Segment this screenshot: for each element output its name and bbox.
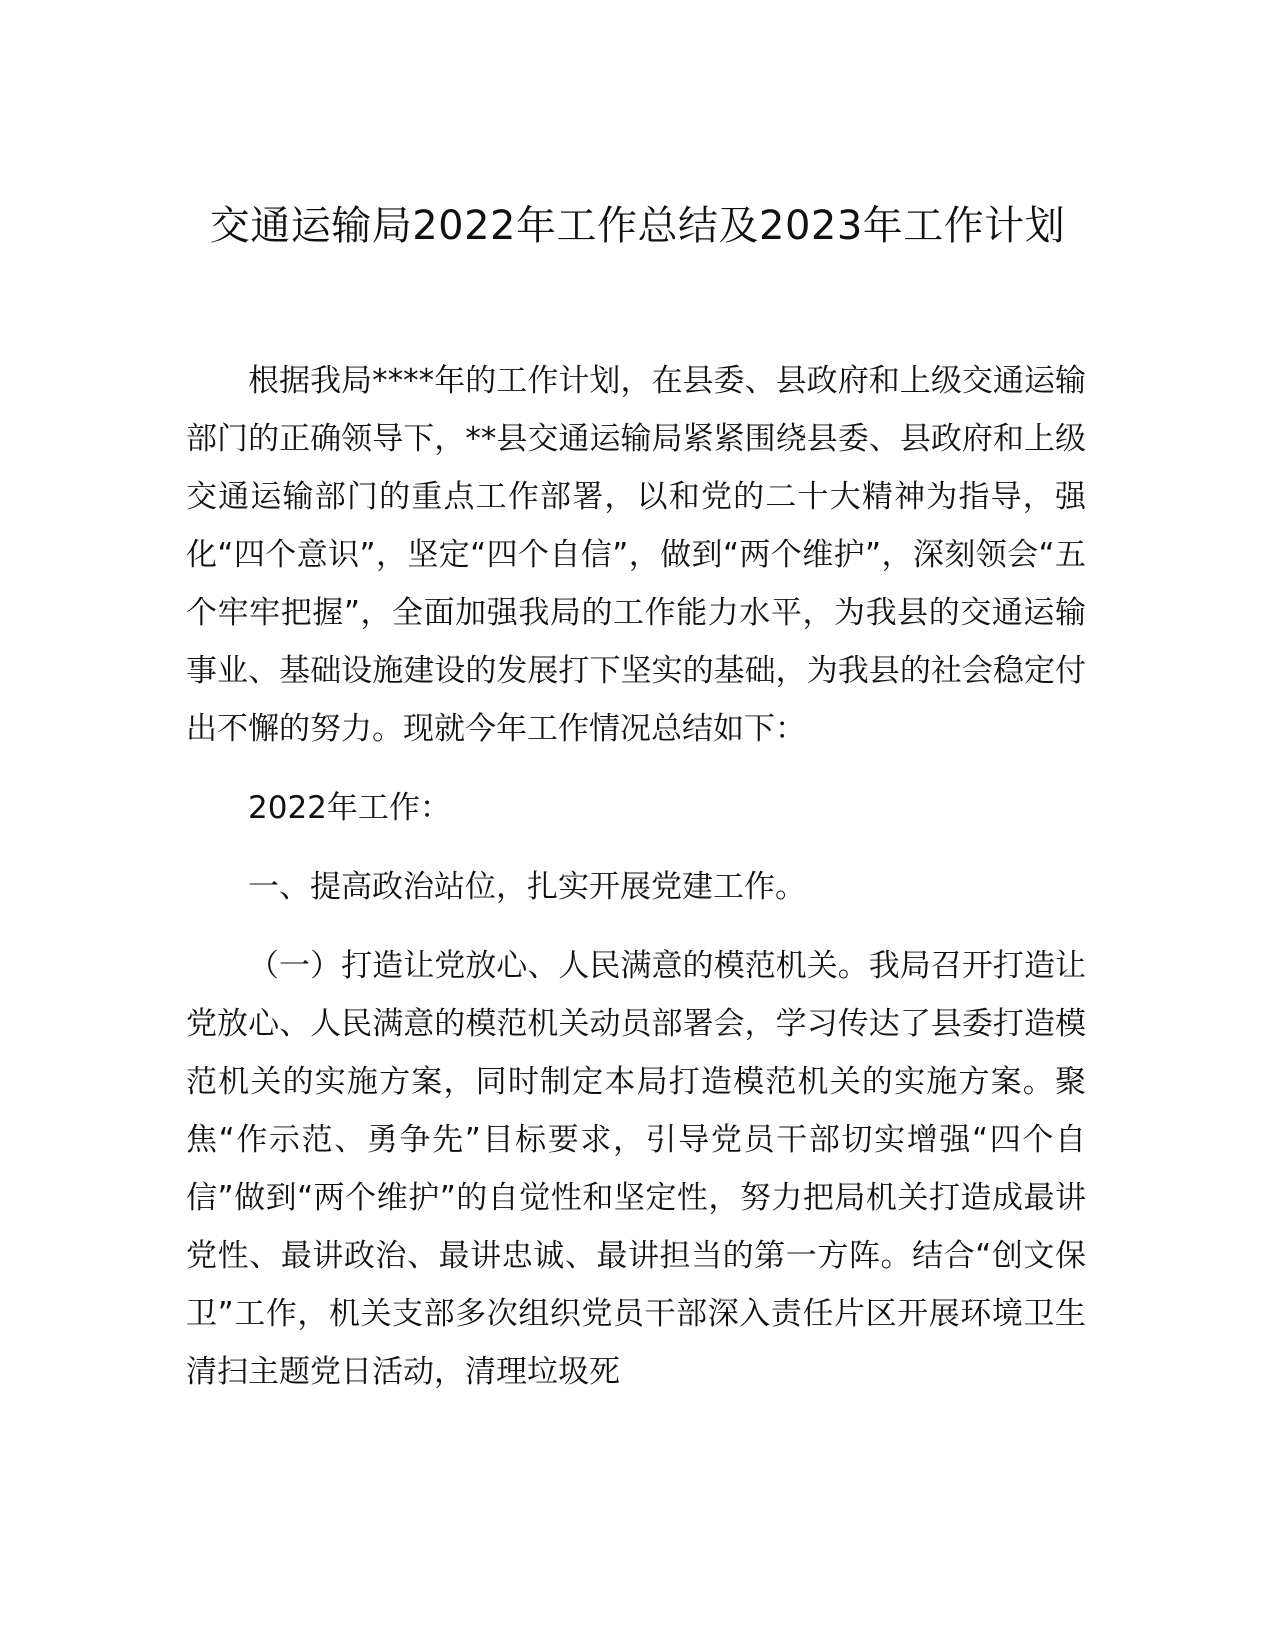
document-title: 交通运输局2022年工作总结及2023年工作计划 [209,203,1066,249]
document-body [186,352,1086,1401]
section-heading-1: 一、提高政治站位，扎实开展党建工作。 [248,869,806,905]
subsection-paragraph-1: （一）打造让党放心、人民满意的模范机关。我局召开打造让党放心、人民满意的模范机关动员部署会，学习传达了县委打造模范机关的实施方案，同时制定本局打造模范机关的实施方案。聚焦“作示范、勇争先”目标要求，引导党员干部切实增强“四个自信”做到“两个维护”的自觉性和坚定性，努力把局机关打造成最讲党性、最讲政治、最讲忠诚、最讲担当的第一方阵。结合“创文保卫”工作，机关支部多次组织党员干部深入责任片区开展环境卫生清扫主题党日活动，清理垃圾死 [186,948,1086,1390]
year-heading: 2022年工作： [248,790,451,826]
intro-paragraph: 根据我局****年的工作计划，在县委、县政府和上级交通运输部门的正确领导下，**县交通运输局紧紧围绕县委、县政府和上级交通运输部门的重点工作部署，以和党的二十大精神为指导，强化“四个意识”，坚定“四个自信”，做到“两个维护”，深刻领会“五个牢牢把握”，全面加强我局的工作能力水平，为我县的交通运输事业、基础设施建设的发展打下坚实的基础，为我县的社会稳定付出不懈的努力。现就今年工作情况总结如下： [186,363,1086,747]
